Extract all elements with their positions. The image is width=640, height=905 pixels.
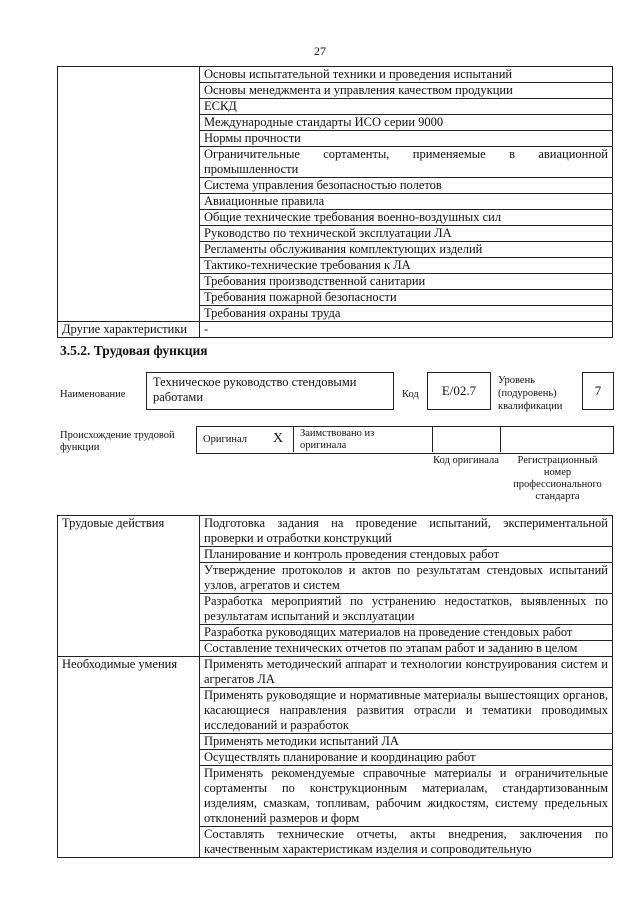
knowledge-label-cell — [58, 67, 200, 322]
knowledge-item: Регламенты обслуживания комплектующих изделий — [200, 242, 613, 258]
table-row — [58, 657, 613, 688]
original-mark: X — [273, 431, 284, 446]
table-row — [58, 67, 613, 83]
knowledge-item: Требования пожарной безопасности — [200, 290, 613, 306]
knowledge-item: Основы испытательной техники и проведения испытаний — [200, 67, 613, 83]
knowledge-item: Основы менеджмента и управления качеством продукции — [200, 83, 613, 99]
knowledge-item: Руководство по технической эксплуатации ЛА — [200, 226, 613, 242]
detail-item: Применять руководящие и нормативные материалы вышестоящих органов, касающиеся направления развития отрасли и тематики проводимых исследований и разработок — [200, 688, 613, 734]
required-skills-label: Необходимые умения — [58, 657, 200, 858]
knowledge-item: ЕСКД — [200, 99, 613, 115]
knowledge-item: Система управления безопасностью полетов — [200, 178, 613, 194]
level-value: 7 — [582, 372, 614, 410]
detail-item: Планирование и контроль проведения стендовых работ — [200, 547, 613, 563]
name-label: Наименование — [60, 389, 126, 400]
detail-item: Разработка мероприятий по устранению недостатков, выявленных по результатам испытаний и эксплуатации — [200, 594, 613, 625]
knowledge-item: Международные стандарты ИСО серии 9000 — [200, 115, 613, 131]
reg-caption: Регистрационный номер профессионального стандарта — [513, 455, 602, 502]
code-caption: Код оригинала — [433, 455, 499, 466]
table-row — [58, 516, 613, 547]
labor-actions-label: Трудовые действия — [58, 516, 200, 657]
detail-item: Осуществлять планирование и координацию работ — [200, 750, 613, 766]
knowledge-item: Требования производственной санитарии — [200, 274, 613, 290]
detail-item: Применять методики испытаний ЛА — [200, 734, 613, 750]
borrowed-label: Заимствовано из оригинала — [300, 428, 375, 451]
level-label: Уровень (подуровень) квалификации — [498, 375, 563, 412]
page-number: 27 — [314, 44, 326, 58]
function-detail-table — [57, 515, 613, 858]
other-characteristics-value: - — [200, 322, 613, 338]
detail-item: Применять рекомендуемые справочные материалы и ограничительные сортаменты по конструкционным материалам, стандартизованным изделиям, смазкам, топливам, рабочим жидкостям, систему предельных отклонений размеров и форм — [200, 766, 613, 827]
knowledge-item: Тактико-технические требования к ЛА — [200, 258, 613, 274]
detail-item: Разработка руководящих материалов на проведение стендовых работ — [200, 625, 613, 641]
detail-item: Составление технических отчетов по этапам работ и заданию в целом — [200, 641, 613, 657]
detail-item: Применять методический аппарат и технологии конструирования систем и агрегатов ЛА — [200, 657, 613, 688]
table-row — [58, 322, 613, 338]
knowledge-item: Требования охраны труда — [200, 306, 613, 322]
knowledge-item: Нормы прочности — [200, 131, 613, 147]
detail-item: Утверждение протоколов и актов по результатам стендовых испытаний узлов, агрегатов и систем — [200, 563, 613, 594]
code-value: E/02.7 — [427, 372, 491, 410]
knowledge-item: Ограничительные сортаменты, применяемые в авиационной промышленности — [200, 147, 613, 178]
knowledge-item: Авиационные правила — [200, 194, 613, 210]
name-box — [146, 372, 394, 410]
original-label: Оригинал — [203, 434, 247, 445]
detail-item: Подготовка задания на проведение испытаний, экспериментальной проверки и отработки конструкций — [200, 516, 613, 547]
knowledge-item: Общие технические требования военно-воздушных сил — [200, 210, 613, 226]
code-label: Код — [402, 389, 419, 400]
knowledge-table — [57, 66, 613, 338]
section-title: 3.5.2. Трудовая функция — [60, 343, 208, 358]
origin-label: Происхождение трудовой функции — [60, 430, 175, 453]
detail-item: Составлять технические отчеты, акты внедрения, заключения по качественным характеристикам изделия и сопроводительную — [200, 827, 613, 858]
other-characteristics-label: Другие характеристики — [58, 322, 200, 338]
function-name: Техническое руководство стендовыми работами — [153, 375, 357, 404]
